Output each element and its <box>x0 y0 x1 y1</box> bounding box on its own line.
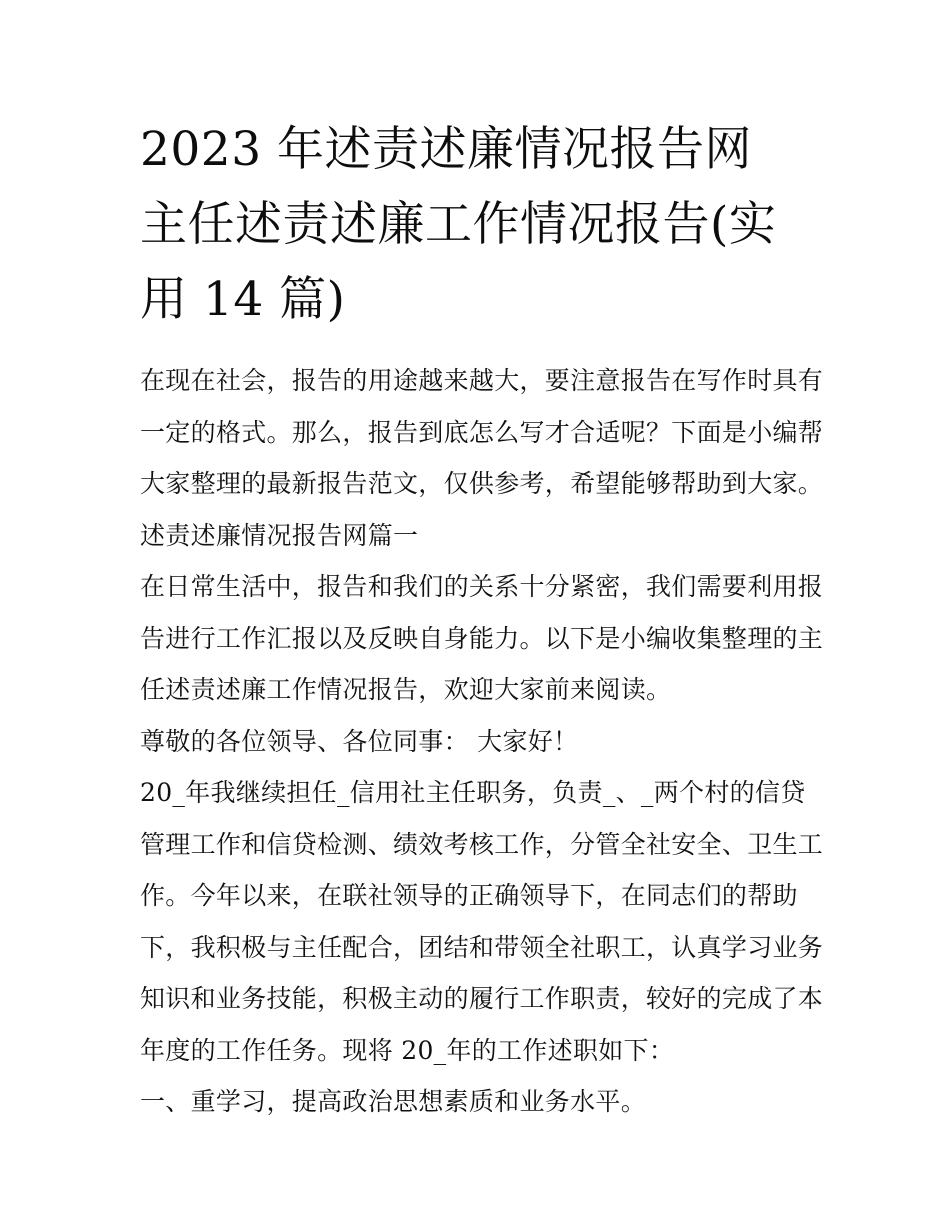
paragraph-line: 20_年我继续担任_信用社主任职务，负责_、_两个村的信贷 <box>140 778 806 807</box>
intro-line: 大家整理的最新报告范文，仅供参考，希望能够帮助到大家。 <box>140 469 824 498</box>
paragraph-line: 管理工作和信贷检测、绩效考核工作，分管全社安全、卫生工 <box>140 829 824 859</box>
document-title <box>140 112 820 337</box>
document-body <box>140 355 824 1128</box>
title-line: 2023 年述责述廉情况报告网 <box>140 122 753 177</box>
paragraph-line: 作。今年以来，在联社领导的正确领导下，在同志们的帮助 <box>140 881 798 910</box>
paragraph-line: 告进行工作汇报以及反映自身能力。以下是小编收集整理的主 <box>140 623 824 653</box>
intro-line: 在现在社会，报告的用途越来越大，要注意报告在写作时具有 <box>140 366 824 395</box>
paragraph-line: 知识和业务技能，积极主动的履行工作职责，较好的完成了本 <box>140 984 824 1013</box>
paragraph-line: 在日常生活中，报告和我们的关系十分紧密，我们需要利用报 <box>140 572 824 601</box>
title-line: 主任述责述廉工作情况报告(实 <box>140 197 777 252</box>
paragraph-line: 任述责述廉工作情况报告，欢迎大家前来阅读。 <box>140 675 672 704</box>
section-heading: 述责述廉情况报告网篇一 <box>140 520 419 550</box>
paragraph-line: 年度的工作任务。现将 20_年的工作述职如下： <box>140 1035 675 1065</box>
intro-line: 一定的格式。那么，报告到底怎么写才合适呢？下面是小编帮 <box>140 417 824 447</box>
subheading-line: 一、重学习，提高政治思想素质和业务水平。 <box>140 1087 647 1116</box>
document-page <box>140 112 824 1128</box>
salutation-line: 尊敬的各位领导、各位同事： 大家好！ <box>140 726 579 756</box>
paragraph-line: 下，我积极与主任配合，团结和带领全社职工，认真学习业务 <box>140 932 824 962</box>
title-line: 用 14 篇) <box>140 272 346 327</box>
